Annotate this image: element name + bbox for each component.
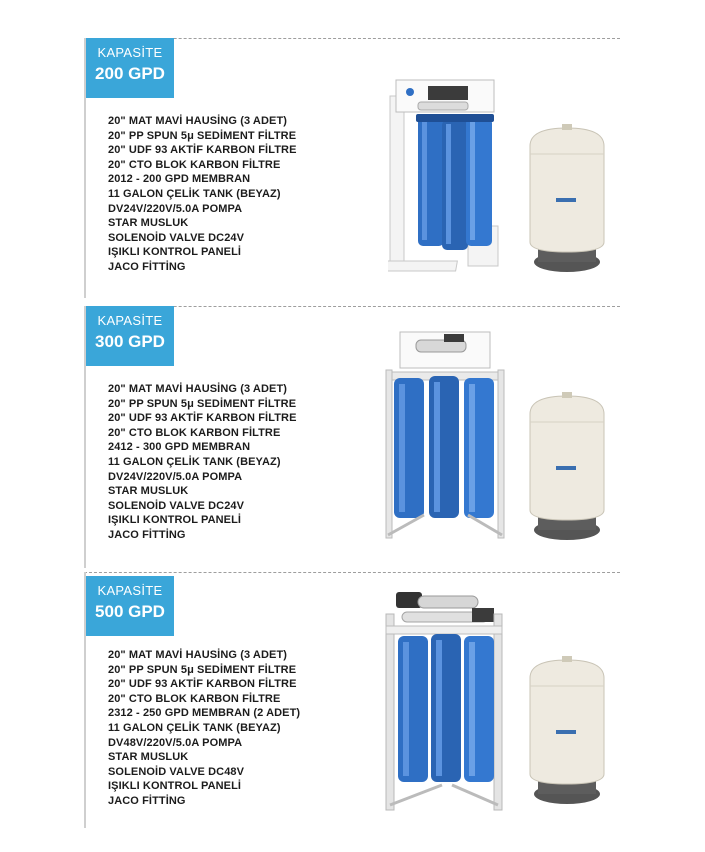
spec-item: 2412 - 300 GPD MEMBRAN (108, 441, 251, 454)
pressure-tank-icon (526, 124, 608, 274)
capacity-label: KAPASİTE (97, 583, 163, 598)
spec-item: 11 GALON ÇELİK TANK (BEYAZ) (108, 721, 281, 734)
spec-item: IŞIKLI KONTROL PANELİ (108, 246, 242, 259)
spec-item: JACO FİTTİNG (108, 794, 186, 807)
spec-item: 20" PP SPUN 5μ SEDİMENT FİLTRE (108, 129, 297, 142)
spec-item: DV48V/220V/5.0A POMPA (108, 736, 243, 749)
capacity-value: 200 GPD (95, 64, 165, 83)
spec-item: DV24V/220V/5.0A POMPA (108, 470, 243, 483)
spec-list (108, 648, 300, 809)
spec-item: JACO FİTTİNG (108, 260, 186, 273)
spec-item: STAR MUSLUK (108, 485, 189, 498)
capacity-label: KAPASİTE (97, 313, 163, 328)
spec-item: SOLENOİD VALVE DC24V (108, 499, 245, 512)
spec-item: 20" UDF 93 AKTİF KARBON FİLTRE (108, 412, 297, 425)
spec-item: 20" UDF 93 AKTİF KARBON FİLTRE (108, 144, 297, 157)
spec-item: 20" PP SPUN 5μ SEDİMENT FİLTRE (108, 397, 297, 410)
spec-item: 20" PP SPUN 5μ SEDİMENT FİLTRE (108, 663, 297, 676)
capacity-badge (86, 306, 174, 366)
spec-item: 20" UDF 93 AKTİF KARBON FİLTRE (108, 678, 297, 691)
spec-item: JACO FİTTİNG (108, 528, 186, 541)
spec-item: STAR MUSLUK (108, 217, 189, 230)
spec-item: SOLENOİD VALVE DC48V (108, 765, 245, 778)
spec-item: 20" MAT MAVİ HAUSİNG (3 ADET) (108, 383, 288, 395)
capacity-badge (86, 576, 174, 636)
spec-item: 20" MAT MAVİ HAUSİNG (3 ADET) (108, 115, 288, 127)
pressure-tank-icon (526, 656, 608, 806)
spec-list (108, 114, 297, 275)
section-divider (84, 572, 620, 573)
capacity-value: 300 GPD (95, 332, 165, 351)
spec-item: 20" CTO BLOK KARBON FİLTRE (108, 692, 281, 705)
spec-item: 20" MAT MAVİ HAUSİNG (3 ADET) (108, 649, 288, 661)
spec-item: STAR MUSLUK (108, 751, 189, 764)
spec-item: 20" CTO BLOK KARBON FİLTRE (108, 426, 281, 439)
capacity-label: KAPASİTE (97, 45, 163, 60)
capacity-badge (86, 38, 174, 98)
ro-system-icon (388, 76, 508, 281)
spec-item: 2312 - 250 GPD MEMBRAN (2 ADET) (108, 707, 301, 720)
capacity-value: 500 GPD (95, 602, 165, 621)
spec-item: 20" CTO BLOK KARBON FİLTRE (108, 158, 281, 171)
ro-system-icon (382, 590, 512, 815)
ro-system-icon (384, 330, 508, 545)
spec-item: DV24V/220V/5.0A POMPA (108, 202, 243, 215)
spec-list (108, 382, 297, 543)
spec-item: 11 GALON ÇELİK TANK (BEYAZ) (108, 455, 281, 468)
spec-item: 2012 - 200 GPD MEMBRAN (108, 173, 251, 186)
spec-item: IŞIKLI KONTROL PANELİ (108, 780, 242, 793)
pressure-tank-icon (526, 392, 608, 542)
spec-item: IŞIKLI KONTROL PANELİ (108, 514, 242, 527)
spec-item: SOLENOİD VALVE DC24V (108, 231, 245, 244)
spec-item: 11 GALON ÇELİK TANK (BEYAZ) (108, 187, 281, 200)
